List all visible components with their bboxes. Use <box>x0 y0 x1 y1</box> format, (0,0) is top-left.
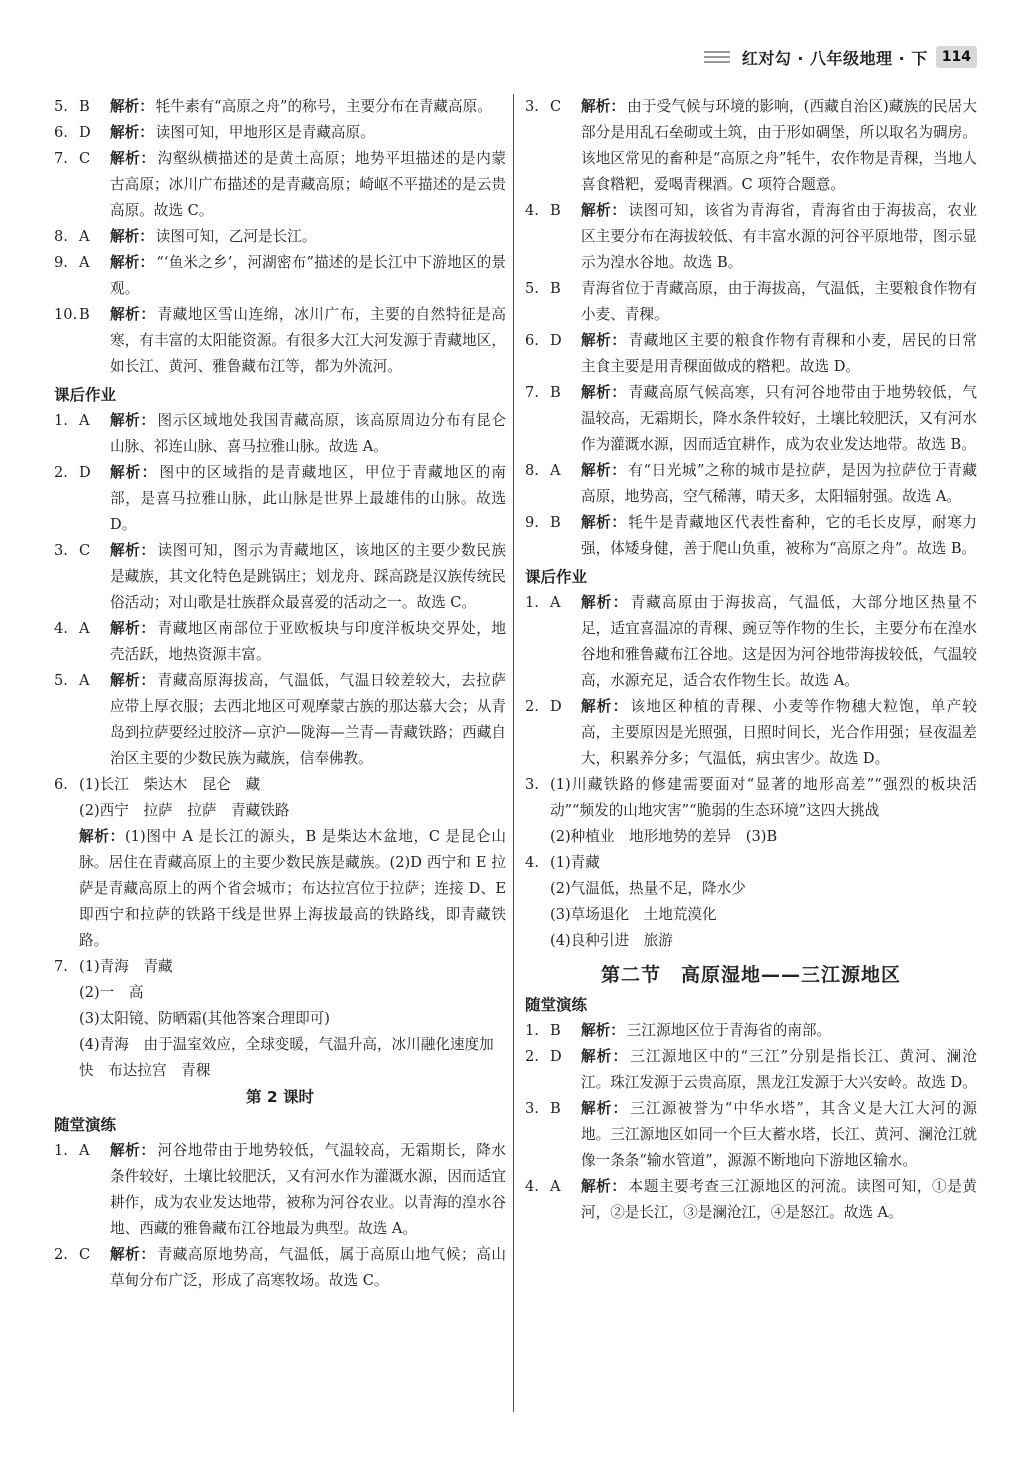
answer-item <box>54 954 506 980</box>
answer-choice: A <box>550 1178 561 1195</box>
analysis-text: 读图可知，该省为青海省，青海省由于海拔高，农业区主要分布在海拔较低、有丰富水源的河谷平原地带，图示显示为湟水谷地。故选 B。 <box>581 202 977 271</box>
analysis-text: 河谷地带由于地势较低，气温较高，无霜期长，降水条件较好，土壤比较肥沃，又有河水作为灌溉水源，因而适宜耕作，成为农业发达地带，被称为河谷农业。以青海的湟水谷地、西藏的雅鲁藏布江谷地最为典型。故选 A。 <box>110 1142 506 1237</box>
answer-item <box>54 1242 506 1294</box>
question-number: 3. <box>525 1100 539 1117</box>
answer-line: (1)长江 柴达木 昆仑 藏 <box>79 776 261 793</box>
answer-item <box>525 1044 977 1096</box>
analysis-label: 解析： <box>110 124 154 141</box>
answer-item <box>525 458 977 510</box>
analysis-text: 三江源被誉为“中华水塔”，其含义是大江大河的源地。三江源地区如同一个巨大蓄水塔，长江、黄河、澜沧江就像一条条“输水管道”，源源不断地向下游地区输水。 <box>581 1100 977 1169</box>
answer-item <box>54 408 506 460</box>
analysis-text: 三江源地区中的“三江”分别是指长江、黄河、澜沧江。珠江发源于云贵高原，黑龙江发源于大兴安岭。故选 D。 <box>581 1048 977 1091</box>
answer-item <box>525 590 977 694</box>
analysis-text: 该地区种植的青稞、小麦等作物穗大粒饱，单产较高，主要原因是光照强，日照时间长，光合作用强；昼夜温差大，积累养分多；气温低，病虫害少。故选 D。 <box>581 698 977 767</box>
answer-item <box>54 668 506 772</box>
analysis-text: 三江源地区位于青海省的南部。 <box>626 1022 832 1039</box>
answer-choice: D <box>550 1048 562 1065</box>
analysis-label: 解析： <box>581 1022 625 1039</box>
answer-line: (2)气温低，热量不足，降水少 <box>550 880 746 897</box>
analysis-text: 读图可知，乙河是长江。 <box>155 228 317 245</box>
question-number: 2. <box>54 1246 68 1263</box>
answer-choice: C <box>79 150 91 167</box>
analysis-text: (1)图中 A 是长江的源头，B 是柴达木盆地，C 是昆仑山脉。居住在青藏高原上的主要少数民族是藏族。(2)D 西宁和 E 拉萨是青藏高原上的两个省会城市；布达拉宫位于拉萨；连接 D、E 即西宁和拉萨的铁路干线是世界上海拔最高的铁路线，即青藏铁路。 <box>79 828 506 949</box>
answer-choice: C <box>79 542 91 559</box>
answer-choice: A <box>79 228 90 245</box>
analysis-label: 解析： <box>581 202 627 219</box>
header-decoration-lines-icon <box>704 51 730 63</box>
analysis-text: 青藏高原地势高，气温低，属于高原山地气候；高山草甸分布广泛，形成了高寒牧场。故选 C。 <box>110 1246 506 1289</box>
answer-choice: B <box>550 280 561 297</box>
question-number: 4. <box>525 854 539 871</box>
analysis-label: 解析： <box>581 1048 629 1065</box>
question-number: 5. <box>54 98 68 115</box>
analysis-label: 解析： <box>581 594 629 611</box>
answer-choice: B <box>79 98 90 115</box>
answer-choice: D <box>550 332 562 349</box>
question-number: 6. <box>54 776 68 793</box>
answer-item <box>54 538 506 616</box>
analysis-text: 由于受气候与环境的影响，(西藏自治区)藏族的民居大部分是用乱石垒砌或土筑，由于形如碉堡，所以取名为碉房。该地区常见的畜种是“高原之舟”牦牛，农作物是青稞，当地人喜食糌粑，爱喝青稞酒。C 项符合题意。 <box>581 98 977 193</box>
answer-item <box>54 250 506 302</box>
right-column <box>525 94 977 1226</box>
analysis-label: 解析： <box>581 98 626 115</box>
analysis-text: 青藏高原由于海拔高，气温低，大部分地区热量不足，适宜喜温凉的青稞、豌豆等作物的生长，主要分布在湟水谷地和雅鲁藏布江谷地。这是因为河谷地带海拔较低，气温较高，水源充足，适合农作物生长。故选 A。 <box>581 594 977 689</box>
left-column <box>54 94 506 1294</box>
answer-line: (2)西宁 拉萨 拉萨 青藏铁路 <box>79 802 290 819</box>
answer-choice: B <box>550 514 561 531</box>
answer-choice: B <box>550 1100 561 1117</box>
question-number: 1. <box>54 412 68 429</box>
section-heading-practice: 随堂演练 <box>54 1116 117 1134</box>
question-number: 6. <box>525 332 539 349</box>
question-number: 9. <box>54 254 68 271</box>
question-number: 3. <box>525 98 539 115</box>
analysis-text: 读图可知，图示为青藏地区，该地区的主要少数民族是藏族，其文化特色是跳锅庄；划龙舟、踩高跷是汉族传统民俗活动；对山歌是壮族群众最喜爱的活动之一。故选 C。 <box>110 542 506 611</box>
answer-item <box>525 510 977 562</box>
analysis-text: 青藏地区主要的粮食作物有青稞和小麦，居民的日常主食主要是用青稞面做成的糌粑。故选 D。 <box>581 332 977 375</box>
analysis-text: 图示区域地处我国青藏高原，该高原周边分布有昆仑山脉、祁连山脉、喜马拉雅山脉。故选 A。 <box>110 412 506 455</box>
analysis-label: 解析： <box>110 228 154 245</box>
answer-item <box>525 328 977 380</box>
question-number: 6. <box>54 124 68 141</box>
section-heading-homework: 课后作业 <box>54 386 117 404</box>
lesson-heading: 第 2 课时 <box>245 1088 315 1106</box>
question-number: 9. <box>525 514 539 531</box>
analysis-text: 牦牛是青藏地区代表性畜种，它的毛长皮厚，耐寒力强，体矮身健，善于爬山负重，被称为“高原之舟”。故选 B。 <box>581 514 977 557</box>
answer-line: (1)川藏铁路的修建需要面对“显著的地形高差”“强烈的板块活动”“频发的山地灾害”“脆弱的生态环境”这四大挑战 <box>550 776 977 819</box>
analysis-text: 牦牛素有“高原之舟”的称号，主要分布在青藏高原。 <box>155 98 492 115</box>
page-number: 114 <box>936 46 977 68</box>
answer-item <box>54 1138 506 1242</box>
analysis-label: 解析： <box>110 306 156 323</box>
question-number: 2. <box>54 464 68 481</box>
answer-item <box>525 694 977 772</box>
analysis-label: 解析： <box>110 464 158 481</box>
answer-choice: A <box>79 1142 90 1159</box>
analysis-text: 读图可知，甲地形区是青藏高原。 <box>155 124 375 141</box>
question-number: 4. <box>525 202 539 219</box>
answer-choice: A <box>550 462 561 479</box>
analysis-label: 解析： <box>110 1246 156 1263</box>
question-number: 5. <box>525 280 539 297</box>
answer-line: (3)草场退化 土地荒漠化 <box>550 906 717 923</box>
analysis-text: 青藏高原海拔高，气温低，气温日较差较大，去拉萨应带上厚衣服；去西北地区可观摩蒙古族的那达慕大会；从青岛到拉萨要经过胶济—京沪—陇海—兰青—青藏铁路；西藏自治区主要的少数民族为藏族，信奉佛教。 <box>110 672 506 767</box>
column-divider <box>513 94 514 1412</box>
answer-choice: A <box>550 594 561 611</box>
analysis-block <box>54 824 506 954</box>
question-number: 5. <box>54 672 68 689</box>
answer-item <box>525 1174 977 1226</box>
analysis-label: 解析： <box>581 384 627 401</box>
section-heading-practice: 随堂演练 <box>525 996 588 1014</box>
analysis-label: 解析： <box>110 1142 156 1159</box>
analysis-label: 解析： <box>581 462 627 479</box>
question-number: 2. <box>525 1048 539 1065</box>
answer-choice: A <box>79 254 90 271</box>
question-number: 1. <box>54 1142 68 1159</box>
analysis-label: 解析： <box>110 620 156 637</box>
answer-line: (1)青藏 <box>550 854 600 871</box>
answer-line: (2)种植业 地形地势的差异 (3)B <box>550 828 778 845</box>
answer-item <box>54 146 506 224</box>
answer-line: (3)太阳镜、防晒霜(其他答案合理即可) <box>79 1010 330 1027</box>
chapter-heading: 第二节 高原湿地——三江源地区 <box>600 964 901 986</box>
answer-item <box>54 224 506 250</box>
analysis-label: 解析： <box>110 412 156 429</box>
answer-item <box>525 380 977 458</box>
answer-item <box>525 772 977 824</box>
answer-item <box>54 460 506 538</box>
question-number: 10. <box>54 306 78 323</box>
question-number: 1. <box>525 1022 539 1039</box>
question-number: 3. <box>525 776 539 793</box>
analysis-text: 图中的区域指的是青藏地区，甲位于青藏地区的南部，是喜马拉雅山脉，此山脉是世界上最雄伟的山脉。故选 D。 <box>110 464 506 533</box>
answer-choice: B <box>550 384 561 401</box>
answer-item <box>525 1018 977 1044</box>
answer-choice: B <box>79 306 90 323</box>
answer-choice: A <box>79 620 90 637</box>
answer-item <box>525 198 977 276</box>
analysis-label: 解析： <box>79 828 125 845</box>
question-number: 7. <box>54 958 68 975</box>
answer-choice: D <box>550 698 562 715</box>
analysis-label: 解析： <box>110 542 156 559</box>
analysis-label: 解析： <box>581 1100 629 1117</box>
question-number: 7. <box>54 150 68 167</box>
analysis-text: 青藏高原气候高寒，只有河谷地带由于地势较低，气温较高，无霜期长，降水条件较好，土壤比较肥沃，又有河水作为灌溉水源，因而适宜耕作，成为农业发达地带。故选 B。 <box>581 384 977 453</box>
analysis-label: 解析： <box>581 332 627 349</box>
answer-item <box>54 120 506 146</box>
question-number: 8. <box>54 228 68 245</box>
answer-line: (2)一 高 <box>79 984 144 1001</box>
answer-choice: A <box>79 672 90 689</box>
page-header <box>704 44 977 70</box>
answer-choice: C <box>79 1246 91 1263</box>
answer-line: (1)青海 青藏 <box>79 958 173 975</box>
question-number: 1. <box>525 594 539 611</box>
question-number: 8. <box>525 462 539 479</box>
question-number: 4. <box>54 620 68 637</box>
answer-choice: B <box>550 202 561 219</box>
answer-choice: C <box>550 98 562 115</box>
analysis-text: “‘鱼米之乡’，河湖密布”描述的是长江中下游地区的景观。 <box>110 254 506 297</box>
answer-item <box>525 276 977 328</box>
analysis-label: 解析： <box>110 150 156 167</box>
analysis-text: 本题主要考查三江源地区的河流。读图可知，①是黄河，②是长江，③是澜沧江，④是怒江。故选 A。 <box>581 1178 977 1221</box>
analysis-label: 解析： <box>581 514 627 531</box>
analysis-text: 沟壑纵横描述的是黄土高原；地势平坦描述的是内蒙古高原；冰川广布描述的是青藏高原；崎岖不平描述的是云贵高原。故选 C。 <box>110 150 506 219</box>
analysis-text: 青藏地区南部位于亚欧板块与印度洋板块交界处，地壳活跃，地热资源丰富。 <box>110 620 506 663</box>
analysis-label: 解析： <box>110 98 154 115</box>
answer-item <box>54 616 506 668</box>
book-title: 红对勾 · 八年级地理 · 下 <box>741 48 928 68</box>
answer-item <box>525 850 977 876</box>
answer-item <box>525 1096 977 1174</box>
section-heading-homework: 课后作业 <box>525 568 588 586</box>
answer-choice: D <box>79 464 91 481</box>
question-number: 4. <box>525 1178 539 1195</box>
question-number: 3. <box>54 542 68 559</box>
analysis-label: 解析： <box>110 672 156 689</box>
answer-choice: A <box>79 412 90 429</box>
analysis-label: 解析： <box>110 254 155 271</box>
question-number: 2. <box>525 698 539 715</box>
analysis-text: 有“日光城”之称的城市是拉萨，是因为拉萨位于青藏高原，地势高，空气稀薄，晴天多，太阳辐射强。故选 A。 <box>581 462 977 505</box>
answer-item <box>54 94 506 120</box>
analysis-label: 解析： <box>581 698 629 715</box>
answer-line: (4)青海 由于温室效应，全球变暖，气温升高，冰川融化速度加快 布达拉宫 青稞 <box>79 1036 494 1079</box>
answer-choice: B <box>550 1022 561 1039</box>
answer-item <box>525 94 977 198</box>
answer-item <box>54 302 506 380</box>
question-number: 7. <box>525 384 539 401</box>
answer-choice: D <box>79 124 91 141</box>
analysis-label: 解析： <box>581 1178 627 1195</box>
answer-line: (4)良种引进 旅游 <box>550 932 673 949</box>
analysis-text: 青藏地区雪山连绵，冰川广布，主要的自然特征是高寒，有丰富的太阳能资源。有很多大江大河发源于青藏地区，如长江、黄河、雅鲁藏布江等，都为外流河。 <box>110 306 506 375</box>
answer-item <box>54 772 506 798</box>
analysis-text: 青海省位于青藏高原，由于海拔高，气温低，主要粮食作物有小麦、青稞。 <box>581 280 977 323</box>
